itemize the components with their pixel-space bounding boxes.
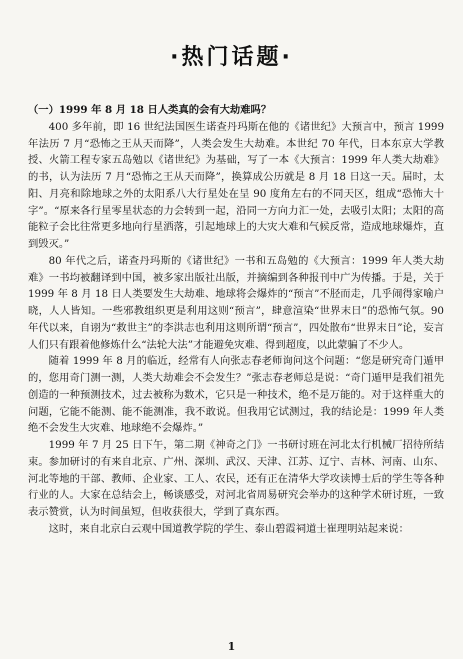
section-heading: （一）1999 年 8 月 18 日人类真的会有大劫难吗？ xyxy=(28,104,272,116)
article-body xyxy=(28,102,444,538)
paragraph: 400 多年前，即 16 世纪法国医生诺查丹玛斯在他的《诸世纪》大预言中，预言 1999 年法历 7 月“恐怖之王从天而降”，人类会发生大劫难。本世纪 70 年代，日本东京大学教授、火箭工程专家五岛勉以《诸世纪》为基础，写了一本《大预言：1999 年人类大劫难》的书，认为法历 7 月“恐怖之王从天而降”，换算成公历就是 8 月 18 日这一天。届时，太阳、月亮和除地球之外的太阳系八大行星处在呈 90 度角左右的不同天区，组成“恐怖大十字”。“原来各行星零星状态的力会转到一起，沿同一方向力汇一处，去吸引太阳；太阳的高能粒子会比往常更多地向行星洒落，引起地球上的大灾大难和气候反常，造成地球爆炸，直到毁灭。” xyxy=(28,120,444,250)
paragraph: 这时，来自北京白云观中国道教学院的学生、泰山碧霞祠道士崔理明站起来说： xyxy=(48,522,409,535)
paragraph: 随着 1999 年 8 月的临近，经常有人向张志春老师询问这个问题：“您是研究奇门遁甲的，您用奇门测一测，人类大劫难会不会发生？”张志春老师总是说：“奇门遁甲是我们祖先创造的一种预测技术，过去被称为数术，它只是一种技术，绝不是万能的。对于这样重大的问题，它能不能测、能不能测准，我不敢说。但我用它试测过，我的结论是：1999 年人类绝不会发生大灾难、地球绝不会爆炸。” xyxy=(28,355,444,435)
page-title: ·热门话题· xyxy=(170,45,293,70)
paragraph: 1999 年 7 月 25 日下午，第二期《神奇之门》一书研讨班在河北太行机械厂招待所结束。参加研讨的有来自北京、广州、深圳、武汉、天津、江苏、辽宁、吉林、河南、山东、河北等地的干部、教师、企业家、工人、农民，还有正在清华大学攻读博士后的学生等各种行业的人。大家在总结会上，畅谈感受，对河北省周易研究会举办的这种学术研讨班，一致表示赞赏，认为时间虽短，但收获很大，学到了真东西。 xyxy=(28,439,444,518)
paragraph: 80 年代之后，诺查丹玛斯的《诸世纪》一书和五岛勉的《大预言：1999 年人类大劫难》一书均被翻译到中国，被多家出版社出版，并摘编到各种报刊中广为传播。于是，关于 1999 年 8 月 18 日人类要发生大劫难、地球将会爆炸的“预言”不胫而走，几乎闹得家喻户晓，人人皆知。一些邪教组织更是利用这则“预言”，肆意渲染“世界末日”的恐怖气氛。90 年代以来，自诩为“救世主”的李洪志也利用这则所谓“预言”，四处散布“世界末日”论，妄言人们只有跟着他修炼什么“法轮大法”才能避免灾难、得到超度，以此蒙骗了不少人。 xyxy=(28,254,444,351)
page-number: 1 xyxy=(227,640,236,653)
